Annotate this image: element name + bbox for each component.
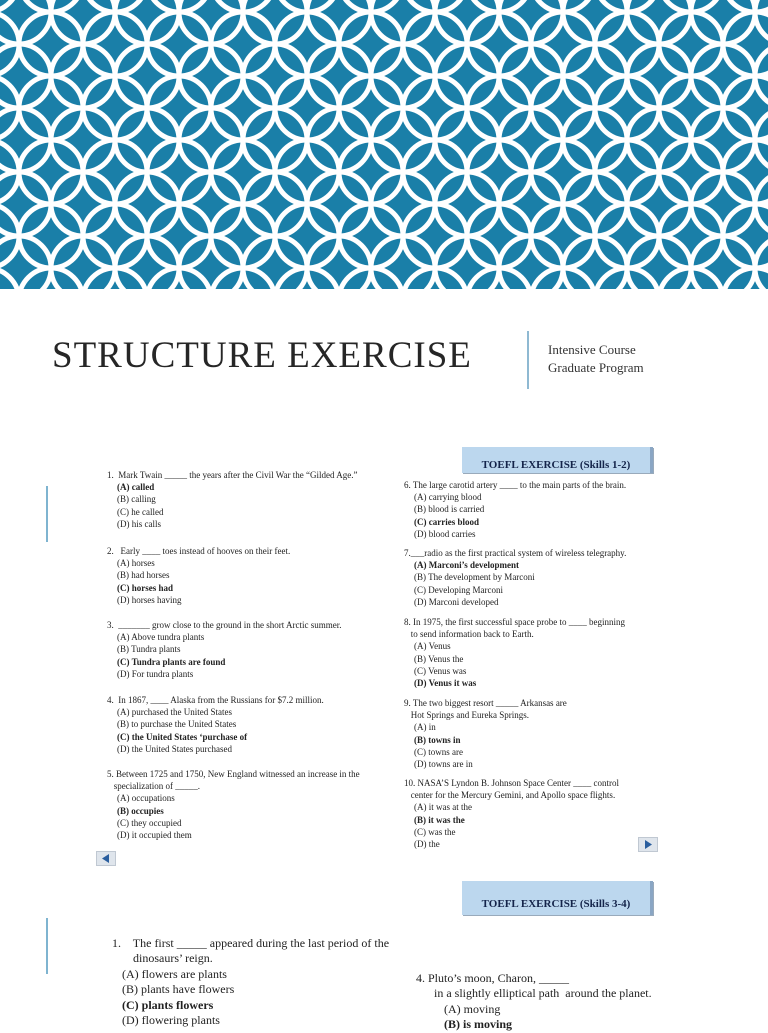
answer-option[interactable]: (B) to purchase the United States [117,719,237,730]
answer-option[interactable]: (D) blood carries [414,528,476,539]
header-banner [0,0,768,289]
question-block [107,469,358,530]
answer-option[interactable]: (A) Above tundra plants [117,632,205,643]
answer-option[interactable]: (D) it occupied them [117,830,192,841]
question-stem: 4. Pluto’s moon, Charon, _____ [416,971,570,985]
question-stem-cont: Hot Springs and Eureka Springs. [404,710,529,721]
question-stem: 2. Early ____ toes instead of hooves on their feet. [107,546,291,556]
answer-option[interactable]: (C) horses had [117,582,174,593]
arrow-left-icon [97,852,115,865]
subtitle-line-2: Graduate Program [548,360,644,375]
answer-option[interactable]: (D) Marconi developed [414,596,499,607]
question-4-skills-3-4 [416,971,652,1033]
answer-option[interactable]: (D) the United States purchased [117,743,232,754]
question-block [107,694,324,755]
question-stem: 5. Between 1725 and 1750, New England witnessed an increase in the [107,769,360,779]
answer-option[interactable]: (C) towns are [414,746,463,757]
answer-option[interactable]: (A) carrying blood [414,492,482,503]
question-block [107,545,290,606]
subtitle-line-1: Intensive Course [548,342,636,357]
answer-option[interactable]: (B) had horses [117,570,170,581]
answer-option[interactable]: (B) calling [117,494,156,505]
answer-option[interactable]: (C) the United States ‘purchase of [117,731,248,742]
question-block [107,619,341,680]
answer-option[interactable]: (A) it was at the [414,802,472,813]
answer-option[interactable]: (A) Venus [414,641,451,652]
question-stem-cont: specialization of _____. [107,781,200,792]
answer-option[interactable]: (A) called [117,482,155,493]
option-a[interactable]: (A) flowers are plants [122,966,227,981]
question-block [404,697,567,770]
question-block [107,768,360,841]
question-stem-cont: center for the Mercury Gemini, and Apollo space flights. [404,790,616,801]
question-stem: 3. _______ grow close to the ground in the short Arctic summer. [107,620,342,630]
answer-option[interactable]: (C) was the [414,826,456,837]
question-stem: 4. In 1867, ____ Alaska from the Russians for $7.2 million. [107,695,324,705]
option-b-answer[interactable]: (B) is moving [444,1017,513,1032]
answer-option[interactable]: (B) Venus the [414,653,464,664]
question-stem: 8. In 1975, the first successful space probe to ____ beginning [404,617,625,627]
question-stem-cont: in a slightly elliptical path around the planet. [416,986,652,1001]
slide-accent-bar-2 [46,918,48,974]
option-d[interactable]: (D) flowering plants [122,1013,220,1028]
answer-option[interactable]: (C) Developing Marconi [414,584,503,595]
question-stem: 1. Mark Twain _____ the years after the Civil War the “Gilded Age.” [107,470,358,480]
exercise-tag-skills-3-4: TOEFL EXERCISE (Skills 3-4) [462,881,653,915]
question-stem-cont: to send information back to Earth. [404,629,534,640]
question-stem: 9. The two biggest resort _____ Arkansas are [404,698,567,708]
answer-option[interactable]: (D) Venus it was [414,678,477,689]
answer-option[interactable]: (D) horses having [117,594,182,605]
question-stem: 7.___radio as the first practical system of wireless telegraphy. [404,548,627,558]
option-b[interactable]: (B) plants have flowers [122,982,235,997]
question-block [404,547,626,608]
exercise-tag-skills-1-2: TOEFL EXERCISE (Skills 1-2) [462,447,653,473]
answer-option[interactable]: (D) For tundra plants [117,668,194,679]
answer-option[interactable]: (B) Tundra plants [117,644,181,655]
answer-option[interactable]: (C) he called [117,506,164,517]
answer-option[interactable]: (C) carries blood [414,516,479,527]
next-slide-button[interactable] [638,837,658,852]
answer-option[interactable]: (B) blood is carried [414,504,485,515]
slide-accent-bar [46,486,48,542]
answer-option[interactable]: (A) occupations [117,793,175,804]
question-stem: 1. The first _____ appeared during the last period of the [112,936,390,950]
answer-option[interactable]: (B) occupies [117,805,164,816]
answer-option[interactable]: (A) purchased the United States [117,707,232,718]
question-block [404,616,625,689]
answer-option[interactable]: (A) horses [117,558,155,569]
answer-option[interactable]: (D) the [414,839,440,850]
question-block [404,479,626,540]
answer-option[interactable]: (D) his calls [117,518,161,529]
answer-option[interactable]: (A) Marconi’s development [414,560,519,571]
answer-option[interactable]: (B) The development by Marconi [414,572,535,583]
title-block [52,334,472,377]
option-a[interactable]: (A) moving [444,1001,501,1016]
answer-option[interactable]: (D) towns are in [414,759,473,770]
answer-option[interactable]: (B) it was the [414,814,465,825]
question-stem: 10. NASA’S Lyndon B. Johnson Space Center ____ control [404,778,619,788]
answer-option[interactable]: (C) they occupied [117,817,182,828]
answer-option[interactable]: (B) towns in [414,734,461,745]
subtitle [548,341,644,377]
question-stem-cont: dinosaurs’ reign. [112,951,213,966]
question-stem: 6. The large carotid artery ____ to the main parts of the brain. [404,480,627,490]
answer-option[interactable]: (C) Tundra plants are found [117,656,226,667]
prev-slide-button[interactable] [96,851,116,866]
title-divider [527,331,529,389]
answer-option[interactable]: (C) Venus was [414,665,467,676]
question-block [404,777,619,850]
option-c-answer[interactable]: (C) plants flowers [122,997,214,1012]
answer-option[interactable]: (A) in [414,722,436,733]
arrow-right-icon [639,838,657,851]
question-1-skills-3-4 [112,936,389,1028]
circle-pattern-graphic [0,0,768,289]
page-title: STRUCTURE EXERCISE [52,335,472,376]
